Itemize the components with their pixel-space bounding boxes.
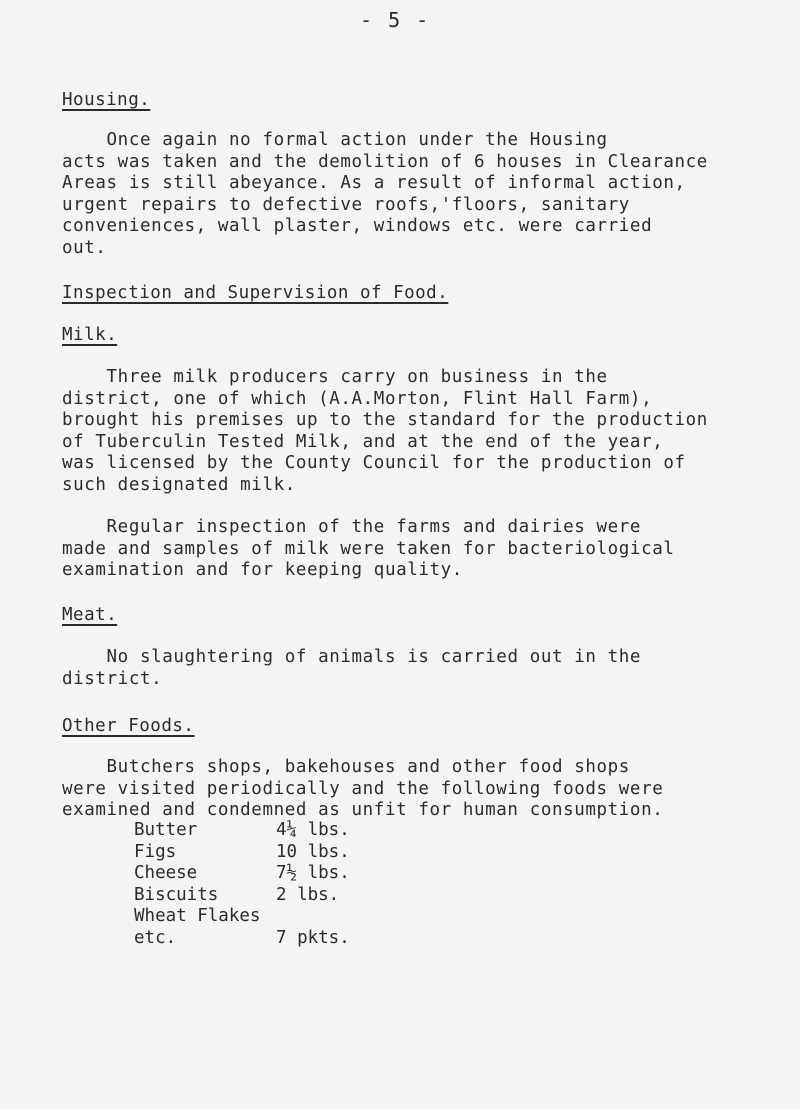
food-item-quantity: 7 pkts. <box>276 927 350 948</box>
food-item-name: Cheese <box>134 863 198 883</box>
milk-heading: Milk. <box>62 325 118 345</box>
page-number: - 5 - <box>360 8 431 32</box>
food-item-name: Figs <box>134 841 177 862</box>
food-item-quantity: 10 lbs. <box>276 841 350 862</box>
food-item-quantity: 7½ lbs. <box>276 863 350 883</box>
housing-paragraph: Once again no formal action under the Housing acts was taken and the demolition of 6 houses in Clearance Areas is still abeyance. As a result of informal action, urgent repairs to defective roofs,'floors, sanitary conveniences, wall plaster, windows etc. were carried out. <box>62 130 708 258</box>
food-item-name: Wheat Flakes <box>134 906 261 926</box>
other-foods-heading: Other Foods. <box>62 716 195 736</box>
meat-heading: Meat. <box>62 605 118 625</box>
food-item-name: Biscuits <box>134 884 219 905</box>
meat-paragraph: No slaughtering of animals is carried out in the district. <box>62 647 642 689</box>
food-item-quantity: 4¼ lbs. <box>276 820 350 840</box>
other-foods-paragraph: Butchers shops, bakehouses and other food shops were visited periodically and the following foods were examined and condemned as unfit for human consumption. <box>62 757 664 820</box>
housing-heading: Housing. <box>62 90 151 110</box>
milk-paragraph-1: Three milk producers carry on business in the district, one of which (A.A.Morton, Flint Hall Farm), brought his premises up to the standard for the production of Tuberculin Tested Milk, and at the end of the year, was licensed by the County Council for the production of such designated milk. <box>62 367 708 495</box>
food-item-quantity: 2 lbs. <box>276 884 340 905</box>
milk-paragraph-2: Regular inspection of the farms and dairies were made and samples of milk were taken for bacteriological examination and for keeping quality. <box>62 517 675 580</box>
food-item-name: Butter <box>134 820 198 840</box>
food-item-name: etc. <box>134 927 177 948</box>
inspection-heading: Inspection and Supervision of Food. <box>62 283 449 303</box>
